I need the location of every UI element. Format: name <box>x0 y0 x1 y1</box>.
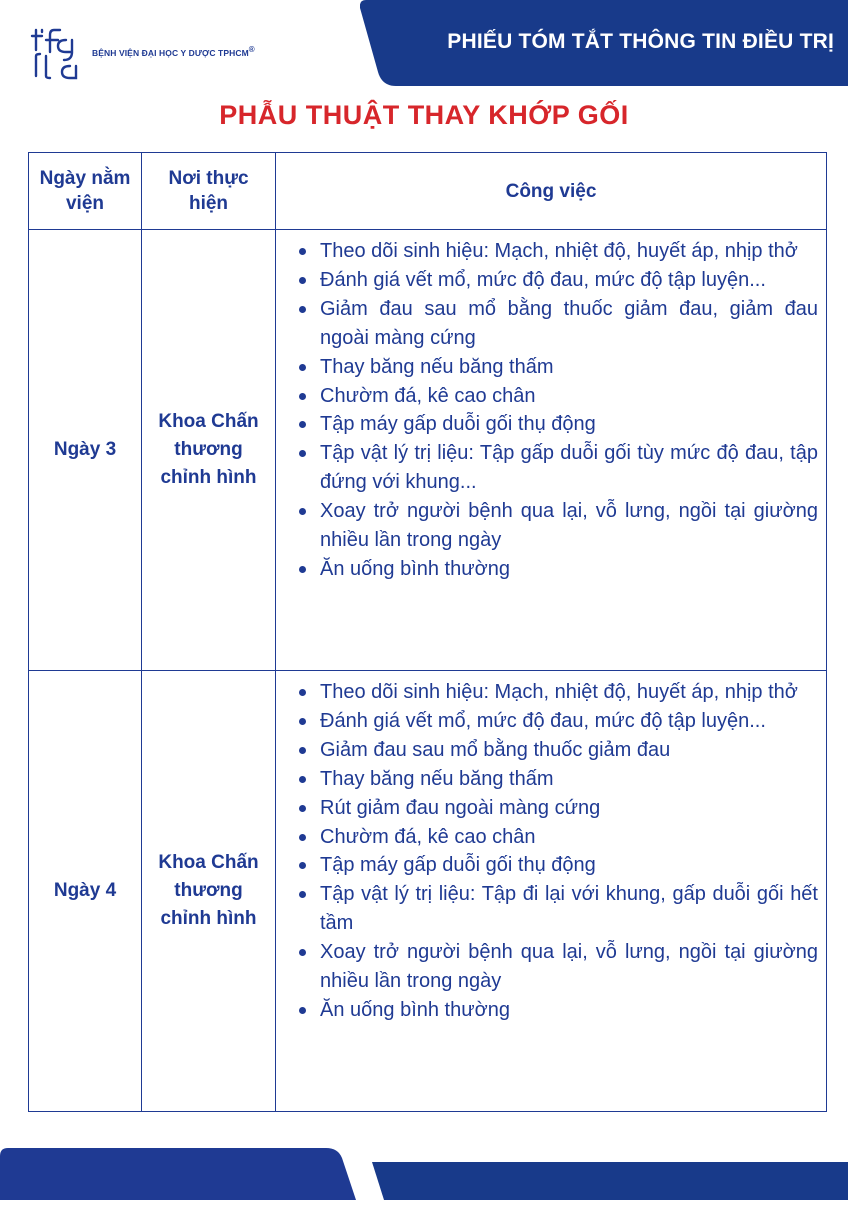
list-item: Xoay trở người bệnh qua lại, vỗ lưng, ngồi tại giường nhiều lần trong ngày <box>320 497 818 555</box>
hospital-logo-icon <box>30 26 90 80</box>
tasks-cell <box>276 230 827 671</box>
day-cell: Ngày 3 <box>29 230 142 671</box>
list-item: Ăn uống bình thường <box>320 555 818 584</box>
list-item: Theo dõi sinh hiệu: Mạch, nhiệt độ, huyết áp, nhịp thở <box>320 237 818 266</box>
list-item: Xoay trở người bệnh qua lại, vỗ lưng, ngồi tại giường nhiều lần trong ngày <box>320 938 818 996</box>
document-title: PHẪU THUẬT THAY KHỚP GỐI <box>219 100 629 130</box>
header-day: Ngày nằm viện <box>29 153 142 230</box>
list-item: Đánh giá vết mổ, mức độ đau, mức độ tập luyện... <box>320 707 818 736</box>
table-row <box>29 671 827 1112</box>
list-item: Tập vật lý trị liệu: Tập đi lại với khung, gấp duỗi gối hết tầm <box>320 880 818 938</box>
table-header-row <box>29 153 827 230</box>
list-item: Giảm đau sau mổ bằng thuốc giảm đau <box>320 736 818 765</box>
list-item: Thay băng nếu băng thấm <box>320 353 818 382</box>
day-cell: Ngày 4 <box>29 671 142 1112</box>
list-item: Chườm đá, kê cao chân <box>320 823 818 852</box>
list-item: Thay băng nếu băng thấm <box>320 765 818 794</box>
list-item: Rút giảm đau ngoài màng cứng <box>320 794 818 823</box>
treatment-table <box>28 152 827 1112</box>
list-item: Tập máy gấp duỗi gối thụ động <box>320 851 818 880</box>
footer-band <box>0 1148 848 1200</box>
list-item: Theo dõi sinh hiệu: Mạch, nhiệt độ, huyết áp, nhịp thở <box>320 678 818 707</box>
tasks-cell <box>276 671 827 1112</box>
header-banner <box>360 0 848 86</box>
header-place: Nơi thực hiện <box>142 153 276 230</box>
header-tasks: Công việc <box>276 153 827 230</box>
form-title: PHIẾU TÓM TẮT THÔNG TIN ĐIỀU TRỊ <box>447 30 834 53</box>
task-list <box>284 678 818 1025</box>
hospital-name: BỆNH VIỆN ĐẠI HỌC Y DƯỢC TPHCM® <box>92 45 255 58</box>
table-row <box>29 230 827 671</box>
list-item: Tập máy gấp duỗi gối thụ động <box>320 410 818 439</box>
task-list <box>284 237 818 584</box>
place-cell: Khoa Chấn thương chỉnh hình <box>142 230 276 671</box>
place-cell: Khoa Chấn thương chỉnh hình <box>142 671 276 1112</box>
list-item: Ăn uống bình thường <box>320 996 818 1025</box>
list-item: Đánh giá vết mổ, mức độ đau, mức độ tập luyện... <box>320 266 818 295</box>
list-item: Chườm đá, kê cao chân <box>320 382 818 411</box>
list-item: Giảm đau sau mổ bằng thuốc giảm đau, giảm đau ngoài màng cứng <box>320 295 818 353</box>
list-item: Tập vật lý trị liệu: Tập gấp duỗi gối tùy mức độ đau, tập đứng với khung... <box>320 439 818 497</box>
